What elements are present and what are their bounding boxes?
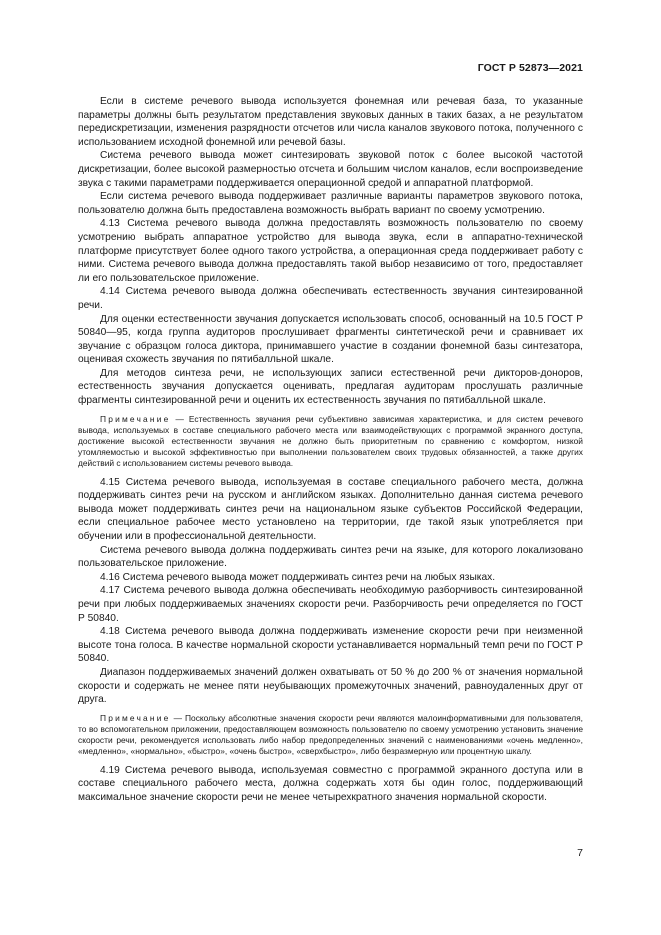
note-block <box>78 713 583 758</box>
paragraph: Если в системе речевого вывода используется фонемная или речевая база, то указанные параметры должны быть результатом представления звуковых данных в таких базах, а не результатом передискретизации, изменения разрядности отсчетов или числа каналов звукового потока, полученного с использованием исходной фонемной или речевой базы. <box>78 96 583 148</box>
clause-4-17: 4.17 Система речевого вывода должна обеспечивать необходимую разборчивость синтезированной речи при любых поддерживаемых значениях скорости речи. Разборчивость речи определяется по ГОСТ Р 50840. <box>78 585 583 624</box>
clause-4-13: 4.13 Система речевого вывода должна предоставлять возможность пользователю по своему усмотрению выбрать аппаратное устройство для вывода звука, если в аппаратно-технической платформе присутствует более одного такого устройства, а операционная среда поддерживает работу с ними. Система речевого вывода должна предоставлять такой выбор независимо от того, предоставляет ли его пользовательское приложение. <box>78 218 583 284</box>
paragraph: Диапазон поддерживаемых значений должен охватывать от 50 % до 200 % от значения нормальной скорости и содержать не менее пяти неубывающих промежуточных значений, равноудаленных друг от друга. <box>78 666 583 706</box>
clause-4-16: 4.16 Система речевого вывода может поддерживать синтез речи на любых языках. <box>100 571 496 583</box>
standard-designation: ГОСТ Р 52873—2021 <box>477 62 583 74</box>
note-text: — Поскольку абсолютные значения скорости речи являются малоинформативными для пользователя, то во вспомогательном приложении, предоставляющем возможность пользователю по своему усмотрению установить значение скорости речи, рекомендуется использовать либо набор предопределенных значений с наименованиями «очень медленно», «медленно», «нормально», «быстро», «очень быстро», «сверхбыстро», либо безразмерную или процентную шкалу. <box>78 712 583 757</box>
paragraph: Для оценки естественности звучания допускается использовать способ, основанный на 10.5 ГОСТ Р 50840—95, когда группа аудиторов прослушивает фрагменты синтетической речи и сравнивает их звучание с образцом голоса диктора, принимавшего участие в создании фонемной базы синтезатора, оценивая схожесть звучания по пятибалльной шкале. <box>78 313 583 366</box>
paragraph: Система речевого вывода может синтезировать звуковой поток с более высокой частотой дискретизации, более высокой размерностью отсчета и большим числом каналов, если воспроизведение звука с такими параметрами поддерживается операционной средой и аппаратной платформой. <box>78 150 583 189</box>
clause-4-18: 4.18 Система речевого вывода должна поддерживать изменение скорости речи при неизменной высоте тона голоса. В качестве нормальной скорости устанавливается нормальный темп речи по ГОСТ Р 50840. <box>78 626 583 665</box>
note-label: Примечание <box>100 413 171 424</box>
paragraph: Если система речевого вывода поддерживает различные варианты параметров звукового потока, пользователю должна быть предоставлена возможность выбрать вариант по своему усмотрению. <box>78 191 583 216</box>
clause-4-19: 4.19 Система речевого вывода, используемая совместно с программой экранного доступа или в составе специального рабочего места, должна содержать хотя бы один голос, поддерживающий максимальное значение скорости речи не менее четырехкратного значения нормальной скорости. <box>78 764 583 803</box>
note-text: — Естественность звучания речи субъективно зависимая характеристика, и для систем речевого вывода, используемых в составе специального рабочего места или взаимодействующих с программой экранного доступа, достижение высокой естественности звучания не должно быть приоритетным по сравнению с комфортом, низкой утомляемостью и высокой эффективностью при выполнении пользователем своих трудовых обязанностей, а также других действий с использованием системы речевого вывода. <box>78 413 583 469</box>
clause-4-15: 4.15 Система речевого вывода, используемая в составе специального рабочего места, должна поддерживать синтез речи на русском и английском языках. Дополнительно данная система речевого вывода может поддерживать синтез речи на национальном языке субъектов Российской Федерации, если специальное рабочее место установлено на территории, где такой язык употребляется при обучении или в профессиональной деятельности. <box>78 476 583 543</box>
note-label: Примечание <box>100 712 171 723</box>
note-block <box>78 414 583 470</box>
paragraph: Для методов синтеза речи, не использующих записи естественной речи дикторов-доноров, естественность звучания допускается оценивать, предлагая аудиторам прослушать различные фрагменты синтезированной речи и оценить их естественность звучания по пятибалльной шкале. <box>78 367 583 407</box>
body-text <box>78 95 583 804</box>
page-number: 7 <box>577 847 583 859</box>
clause-4-14: 4.14 Система речевого вывода должна обеспечивать естественность звучания синтезированной речи. <box>78 286 583 311</box>
paragraph: Система речевого вывода должна поддерживать синтез речи на языке, для которого локализовано пользовательское приложение. <box>78 544 583 570</box>
